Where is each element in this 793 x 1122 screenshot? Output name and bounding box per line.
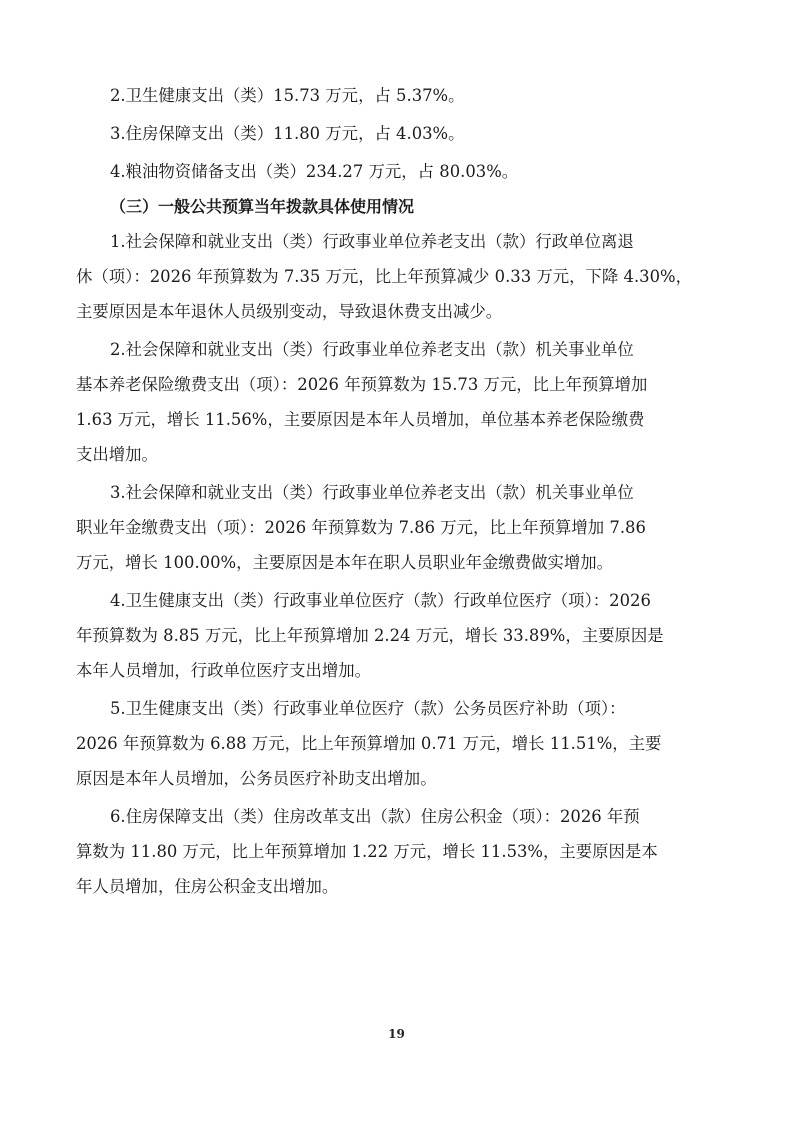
paragraph-line: 2.社会保障和就业支出（类）行政事业单位养老支出（款）机关事业单位: [110, 340, 634, 359]
paragraph-line: 年预算数为 8.85 万元，比上年预算增加 2.24 万元，增长 33.89%，主要原因是: [76, 626, 664, 645]
paragraph-line: 4.卫生健康支出（类）行政事业单位医疗（款）行政单位医疗（项）：2026: [110, 591, 651, 610]
paragraph-line: 年人员增加，住房公积金支出增加。: [76, 877, 339, 896]
paragraph-line: 2026 年预算数为 6.88 万元，比上年预算增加 0.71 万元，增长 11.51%，主要: [76, 734, 662, 753]
paragraph-line: 主要原因是本年退休人员级别变动，导致退休费支出减少。: [76, 302, 503, 321]
summary-item-housing: 3.住房保障支出（类）11.80 万元，占 4.03%。: [110, 124, 465, 143]
paragraph-line: 5.卫生健康支出（类）行政事业单位医疗（款）公务员医疗补助（项）：: [110, 699, 626, 718]
paragraph-line: 1.社会保障和就业支出（类）行政事业单位养老支出（款）行政单位离退: [110, 232, 634, 251]
paragraph-line: 职业年金缴费支出（项）：2026 年预算数为 7.86 万元，比上年预算增加 7.86: [76, 518, 646, 537]
document-body: [76, 86, 716, 897]
paragraph-line: 万元，增长 100.00%，主要原因是本年在职人员职业年金缴费做实增加。: [76, 553, 614, 572]
paragraph-line: 6.住房保障支出（类）住房改革支出（款）住房公积金（项）：2026 年预: [110, 807, 640, 826]
paragraph-line: 本年人员增加，行政单位医疗支出增加。: [76, 661, 372, 680]
paragraph-line: 3.社会保障和就业支出（类）行政事业单位养老支出（款）机关事业单位: [110, 483, 634, 502]
page-number: 19: [388, 1027, 405, 1041]
paragraph-line: 休（项）：2026 年预算数为 7.35 万元，比上年预算减少 0.33 万元，下降 4.30%，: [76, 267, 692, 286]
summary-item-grain-reserve: 4.粮油物资储备支出（类）234.27 万元，占 80.03%。: [110, 162, 519, 181]
paragraph-line: 基本养老保险缴费支出（项）：2026 年预算数为 15.73 万元，比上年预算增加: [76, 375, 648, 394]
section-heading: （三）一般公共预算当年拨款具体使用情况: [110, 197, 415, 216]
paragraph-line: 支出增加。: [76, 445, 158, 464]
summary-item-health: 2.卫生健康支出（类）15.73 万元，占 5.37%。: [110, 86, 465, 105]
paragraph-line: 1.63 万元，增长 11.56%，主要原因是本年人员增加，单位基本养老保险缴费: [76, 410, 645, 429]
paragraph-line: 算数为 11.80 万元，比上年预算增加 1.22 万元，增长 11.53%，主要原因是本: [76, 842, 658, 861]
paragraph-line: 原因是本年人员增加，公务员医疗补助支出增加。: [76, 769, 437, 788]
